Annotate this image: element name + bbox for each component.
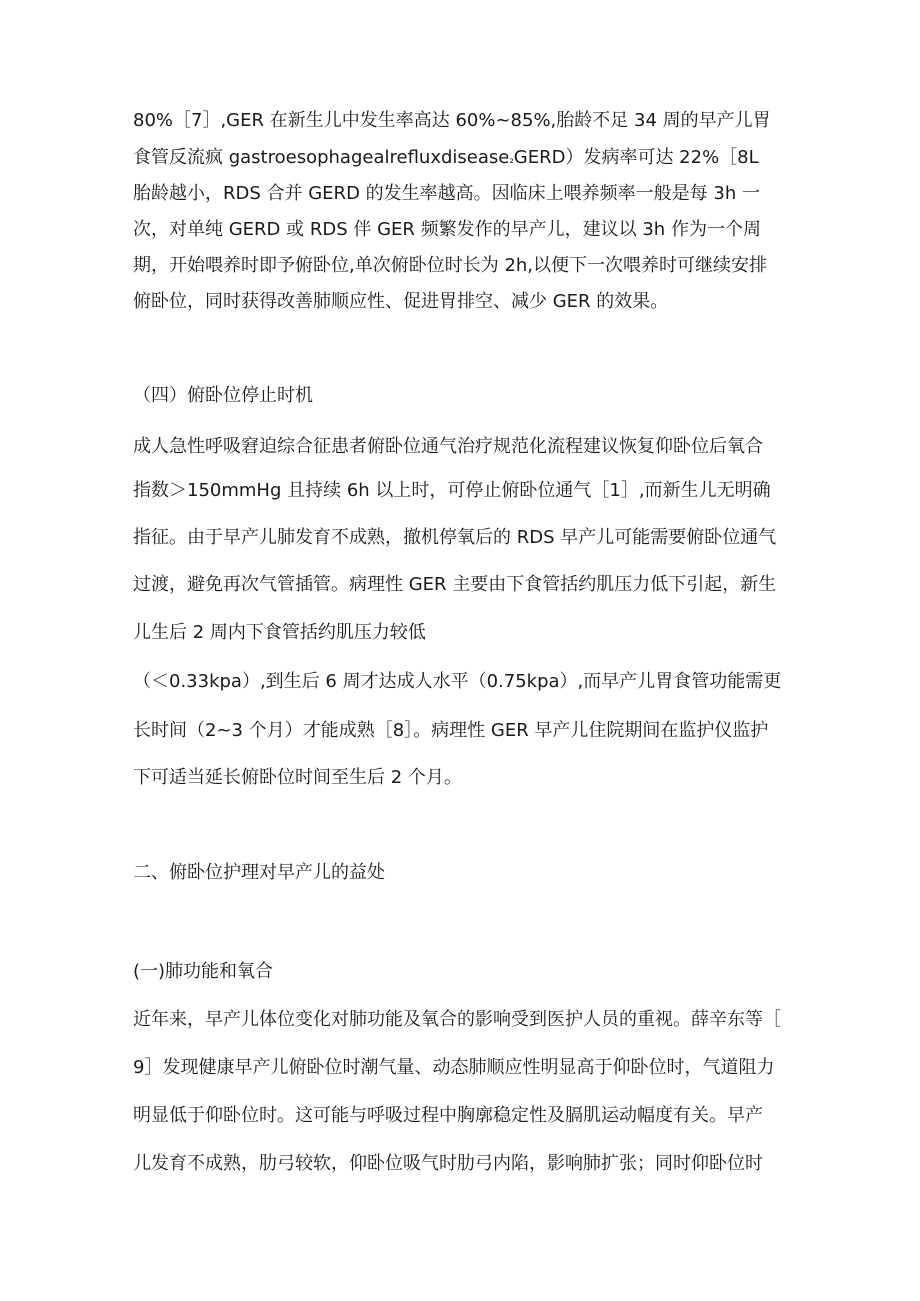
- paragraph-line: 长时间（2~3 个月）才能成熟［8］。病理性 GER 早产儿住院期间在监护仪监护: [133, 720, 769, 741]
- paragraph-line: （＜0.33kpa）,到生后 6 周才达成人水平（0.75kpa）,而早产儿胃食管功能需更: [133, 671, 782, 692]
- paragraph-line: 明显低于仰卧位时。这可能与呼吸过程中胸廓稳定性及膈肌运动幅度有关。早产: [133, 1105, 763, 1126]
- section-heading: （四）俯卧位停止时机: [133, 385, 313, 406]
- paragraph-line: 近年来，早产儿体位变化对肺功能及氧合的影响受到医护人员的重视。薛辛东等［: [133, 1009, 781, 1030]
- line-text: 食管反流疯 gastroesophagealrefluxdisease: [133, 147, 510, 168]
- paragraph-line: 成人急性呼吸窘迫综合征患者俯卧位通气治疗规范化流程建议恢复仰卧位后氧合: [133, 436, 763, 457]
- paragraph-line: 儿生后 2 周内下食管括约肌压力较低: [133, 622, 426, 643]
- paragraph-line: 下可适当延长俯卧位时间至生后 2 个月。: [133, 767, 462, 788]
- paragraph-line: 俯卧位，同时获得改善肺顺应性、促进胃排空、减少 GER 的效果。: [133, 291, 669, 312]
- paragraph-line: 次，对单纯 GERD 或 RDS 伴 GER 频繁发作的早产儿，建议以 3h 作为一个周: [133, 219, 761, 240]
- paragraph-line: 期，开始喂养时即予俯卧位,单次俯卧位时长为 2h,以便下一次喂养时可继续安排: [133, 255, 768, 276]
- paragraph-line: 儿发育不成熟，肋弓较软，仰卧位吸气时肋弓内陷，影响肺扩张；同时仰卧位时: [133, 1153, 763, 1174]
- paragraph-line: 80%［7］,GER 在新生儿中发生率高达 60%~85%,胎龄不足 34 周的早产儿胃: [133, 110, 771, 131]
- paragraph-line: 9］发现健康早产儿俯卧位时潮气量、动态肺顺应性明显高于仰卧位时，气道阻力: [133, 1057, 775, 1078]
- subscript: ₂: [509, 153, 514, 166]
- paragraph-line: 胎龄越小，RDS 合并 GERD 的发生率越高。因临床上喂养频率一般是每 3h 一: [133, 183, 760, 204]
- section-heading: 二、俯卧位护理对早产儿的益处: [133, 862, 385, 883]
- paragraph-line: [133, 146, 759, 172]
- section-heading: (一)肺功能和氧合: [133, 961, 274, 982]
- paragraph-line: 过渡，避免再次气管插管。病理性 GER 主要由下食管括约肌压力低下引起，新生: [133, 574, 777, 595]
- paragraph-line: 指征。由于早产儿肺发育不成熟，撤机停氧后的 RDS 早产儿可能需要俯卧位通气: [133, 527, 777, 548]
- paragraph-line: 指数＞150mmHg 且持续 6h 以上时，可停止俯卧位通气［1］,而新生儿无明确: [133, 480, 771, 501]
- line-text: GERD）发病率可达 22%［8L: [513, 147, 759, 168]
